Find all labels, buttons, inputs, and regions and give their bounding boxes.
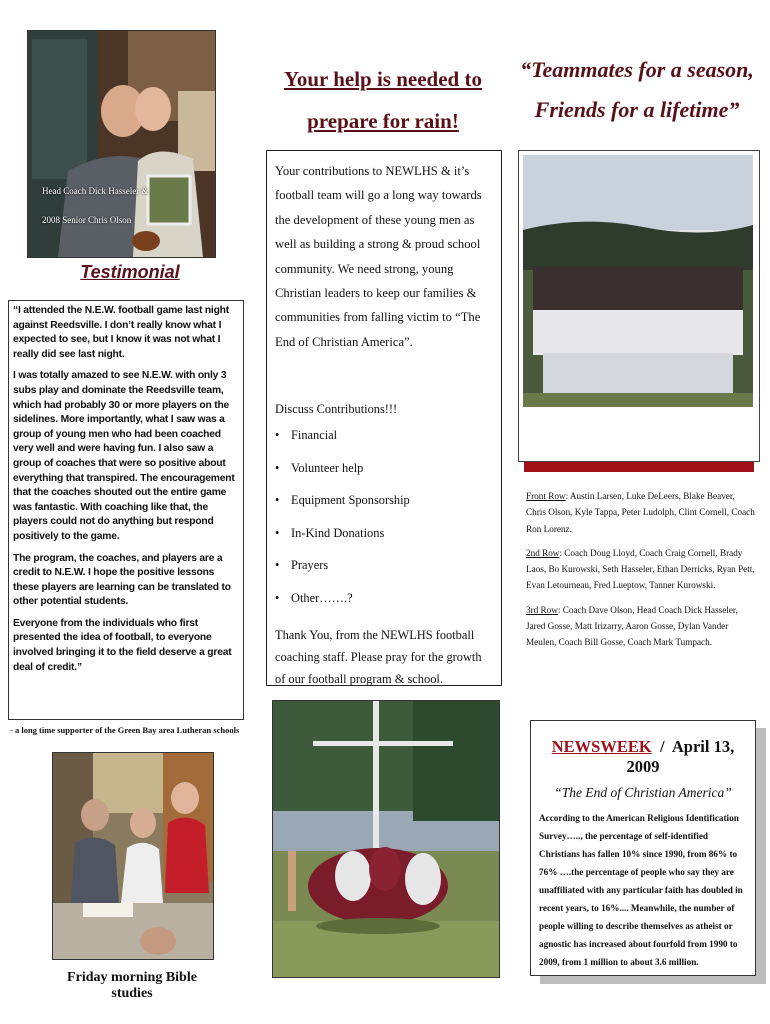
help-title	[268, 58, 498, 142]
testimonial-title: Testimonial	[80, 262, 180, 282]
help-title-line2: prepare for rain!	[307, 109, 459, 133]
team-roster	[526, 488, 756, 659]
thank-you-text: Thank You, from the NEWLHS football coaching staff. Please pray for the growth of our football program & school.	[275, 628, 482, 687]
list-item: • Volunteer help	[275, 458, 493, 491]
newsweek-source: NEWSWEEK	[551, 737, 652, 756]
list-item: • Other…….?	[275, 588, 493, 621]
testimonial-paragraph: The program, the coaches, and players are a credit to N.E.W. I hope the positive lessons these players are learning can be translated to other potential students.	[13, 552, 231, 608]
quote-title	[508, 50, 766, 130]
coach-caption: Head Coach Dick Hasseler &	[42, 186, 149, 196]
bullet-icon: •	[275, 525, 280, 540]
contributions-intro: Your contributions to NEWLHS & it’s football team will go a long way towards the development of these young men as well as building a strong & proud school community. We need strong, young Christian leaders to keep our families & communities from falling victim to “The End of Christian America”.	[275, 164, 482, 349]
bullet-icon: •	[275, 493, 280, 508]
bible-study-caption: Friday morning Bible studies	[67, 970, 197, 1001]
contributions-box	[266, 150, 502, 686]
team-prayer-photo	[272, 700, 500, 978]
discuss-heading: Discuss Contributions!!!	[275, 402, 398, 417]
newsweek-heading	[539, 737, 747, 777]
newsweek-body: According to the American Religious Identification Survey….., the percentage of self-identified Christians has fallen 10% since 1990, from 86% to 76% ….the percentage of people who say they are unaffiliated with any particular faith has doubled in recent years, to 16%.... Meanwhile, the number of people willing to describe themselves as atheist or agnostic has increased about fourfold from 1990 to 2009, from 1 million to about 3.6 million.	[539, 813, 743, 967]
newsweek-headline: “The End of Christian America”	[554, 785, 732, 800]
coach-photo	[27, 30, 216, 258]
list-item: • In-Kind Donations	[275, 523, 493, 556]
list-item: • Prayers	[275, 555, 493, 588]
list-item: • Financial	[275, 425, 493, 458]
team-photo	[523, 155, 753, 407]
quote-line2: Friends for a lifetime”	[534, 97, 740, 122]
bullet-icon: •	[275, 558, 280, 573]
testimonial-paragraph: Everyone from the individuals who first presented the idea of football, to everyone involved bringing it to the field deserve a great deal of credit.”	[13, 617, 232, 673]
contribution-list	[275, 425, 493, 620]
testimonial-paragraph: I was totally amazed to see N.E.W. with only 3 subs play and dominate the Reedsville team, which had probably 30 or more players on the sidelines. More importantly, what I saw was a group of young men who had been coached very well and were having fun. I also saw a group of coaches that were so positive about everything that transpired. The encouragement that the coaches shouted out the entire game was fantastic. With coaching like that, the players could not do anything but respond positively to the game.	[13, 370, 235, 542]
roster-row: 3rd Row: Coach Dave Olson, Head Coach Dick Hasseler, Jared Gosse, Matt Irizarry, Aaron Gosse, Dylan Vander Meulen, Coach Bill Gosse, Coach Mark Tumpach.	[526, 604, 738, 648]
testimonial-box	[8, 300, 244, 720]
testimonial-paragraph: “I attended the N.E.W. football game last night against Reedsville. I don’t really know what I expected to see, but I know it was not what I really did see last night.	[13, 305, 230, 360]
newsweek-date: April 13, 2009	[626, 737, 735, 776]
roster-row: 2nd Row: Coach Doug Lloyd, Coach Craig Cornell, Brady Laos, Bo Kurowski, Seth Hasseler, Ethan Derricks, Ryan Pett, Evan Letourneau, Fred Lueptow, Tanner Kurowski.	[526, 547, 755, 591]
bullet-icon: •	[275, 428, 280, 443]
quote-line1: “Teammates for a season,	[520, 57, 754, 82]
roster-row: Front Row: Austin Larsen, Luke DeLeers, Blake Beaver, Chris Olson, Kyle Tappa, Peter Ludolph, Clint Cornell, Coach Ron Lorenz.	[526, 491, 755, 534]
team-photo-title: 2008 NEWLHS Football Team	[526, 420, 748, 439]
help-title-line1: Your help is needed to	[284, 67, 482, 91]
bullet-icon: •	[275, 590, 280, 605]
senior-caption: 2008 Senior Chris Olson	[42, 215, 132, 225]
newsweek-box	[530, 720, 756, 976]
bible-study-photo	[52, 752, 214, 960]
team-photo-frame	[518, 150, 760, 462]
bullet-icon: •	[275, 460, 280, 475]
list-item: • Equipment Sponsorship	[275, 490, 493, 523]
newsweek-separator: /	[659, 737, 665, 756]
testimonial-signature: - a long time supporter of the Green Bay area Lutheran schools	[10, 725, 240, 735]
